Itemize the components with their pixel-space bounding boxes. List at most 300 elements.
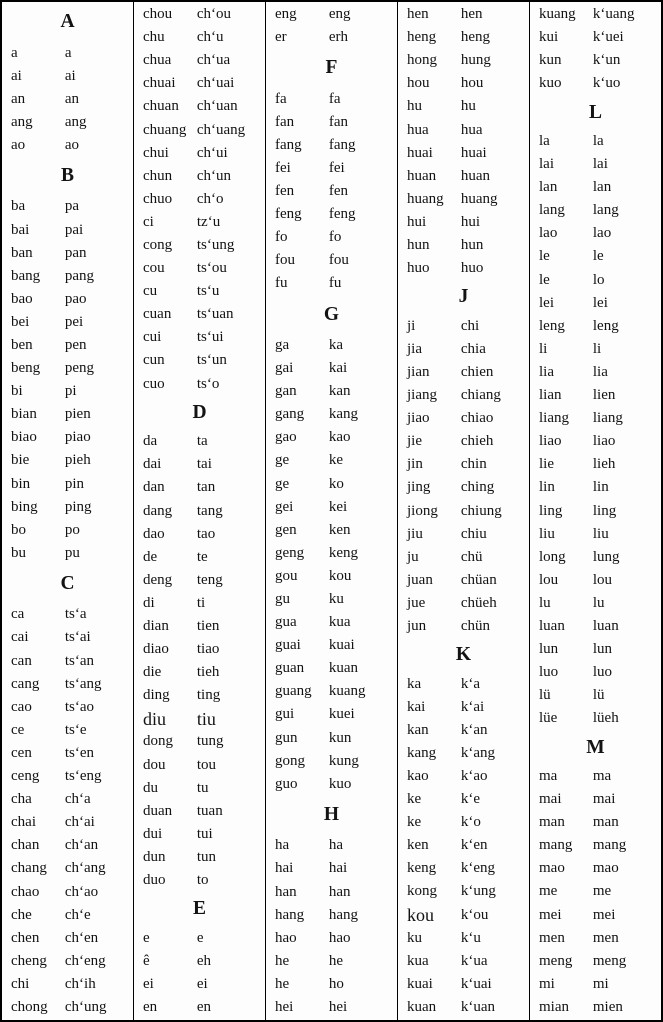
pinyin-cell: lü (539, 687, 551, 704)
wade-giles-cell: hao (328, 929, 351, 946)
pinyin-cell: ba (11, 198, 26, 215)
wade-giles-cell: pen (64, 336, 87, 353)
table-row (134, 973, 265, 996)
table-row (2, 880, 133, 903)
wade-giles-cell: chiu (460, 525, 487, 542)
wade-giles-cell: la (592, 133, 604, 149)
table-row (134, 234, 265, 257)
wade-giles-cell: he (328, 952, 344, 969)
pinyin-cell: hui (407, 213, 427, 230)
wade-giles-cell: tiao (196, 641, 220, 658)
table-row (2, 650, 133, 673)
pinyin-cell: lie (539, 456, 554, 473)
table-row (2, 334, 133, 357)
pinyin-cell: bo (11, 521, 26, 538)
wade-giles-cell: ti (196, 594, 206, 611)
wade-giles-cell: eng (328, 6, 351, 23)
table-row (266, 727, 397, 750)
table-row (2, 134, 133, 157)
pinyin-cell: gua (275, 614, 297, 631)
wade-giles-cell: tang (196, 502, 223, 519)
table-row (530, 292, 661, 315)
table-row (134, 303, 265, 326)
pinyin-cell: jia (407, 340, 422, 357)
wade-giles-cell: ang (64, 113, 87, 130)
pinyin-cell: bang (11, 267, 41, 284)
wade-giles-cell: fo (328, 229, 342, 246)
pinyin-cell: me (539, 883, 558, 900)
wade-giles-cell: ken (328, 521, 351, 538)
table-row (398, 338, 529, 361)
table-row (134, 569, 265, 592)
section-header: M (586, 736, 605, 758)
wade-giles-cell: chün (460, 617, 491, 634)
table-row (398, 165, 529, 188)
table-row (530, 245, 661, 268)
table-row (2, 403, 133, 426)
pinyin-cell: kang (407, 744, 437, 761)
table-row (266, 134, 397, 157)
pinyin-cell: chi (11, 975, 30, 992)
pinyin-cell: geng (275, 544, 305, 561)
pinyin-cell: ji (407, 317, 416, 334)
pinyin-cell: hang (275, 906, 305, 923)
pinyin-cell: han (275, 883, 297, 900)
wade-giles-cell: tou (196, 756, 217, 773)
table-row (134, 26, 265, 49)
table-row (530, 788, 661, 811)
wade-giles-cell: ch‘uai (196, 75, 235, 92)
wade-giles-cell: kun (328, 729, 352, 746)
pinyin-cell: gou (275, 567, 298, 584)
pinyin-cell: kan (407, 721, 429, 738)
table-row (398, 453, 529, 476)
wade-giles-cell: lou (592, 571, 613, 588)
wade-giles-cell: tun (196, 848, 217, 865)
wade-giles-cell: k‘ou (460, 906, 489, 923)
pinyin-cell: jin (407, 456, 423, 473)
section-header: J (458, 286, 469, 308)
table-row (530, 130, 661, 153)
pinyin-cell: ang (11, 113, 33, 130)
table-row (2, 41, 133, 64)
pinyin-cell: fang (275, 136, 302, 153)
table-row (530, 315, 661, 338)
pinyin-cell: gu (275, 591, 290, 608)
wade-giles-cell: k‘an (460, 721, 488, 738)
section-header: F (325, 57, 338, 79)
pinyin-cell: hai (275, 860, 294, 877)
pinyin-cell: chan (11, 837, 40, 854)
pinyin-cell: kong (407, 883, 437, 900)
pinyin-cell: cang (11, 675, 40, 692)
pinyin-cell: ha (275, 837, 290, 854)
table-row (134, 846, 265, 869)
wade-giles-cell: lang (592, 202, 619, 219)
wade-giles-cell: peng (64, 360, 95, 377)
wade-giles-cell: man (592, 814, 619, 831)
pinyin-cell: kui (539, 29, 559, 46)
table-row (266, 357, 397, 380)
wade-giles-cell: ch‘ua (196, 52, 231, 69)
wade-giles-cell: ch‘ui (196, 144, 228, 161)
pinyin-cell: kao (407, 768, 429, 785)
wade-giles-cell: chiao (460, 410, 494, 427)
wade-giles-cell: ka (328, 336, 344, 353)
wade-giles-cell: ts‘ai (64, 629, 91, 646)
pinyin-cell: ben (11, 336, 33, 353)
wade-giles-cell: liao (592, 433, 616, 450)
pinyin-cell: bai (11, 221, 30, 238)
pinyin-cell: kai (407, 698, 426, 715)
pinyin-cell: hou (407, 75, 430, 92)
wade-giles-cell: ch‘u (196, 29, 224, 46)
wade-giles-cell: ch‘uan (196, 98, 238, 115)
table-row (2, 311, 133, 334)
wade-giles-cell: fang (328, 136, 356, 153)
table-row (134, 707, 265, 730)
pinyin-cell: beng (11, 360, 41, 377)
table-row (530, 546, 661, 569)
pinyin-cell: gong (275, 752, 305, 769)
pinyin-cell: chang (11, 860, 47, 877)
pinyin-cell: ju (407, 548, 419, 565)
pinyin-cell: dui (143, 825, 163, 842)
wade-giles-cell: hei (328, 998, 348, 1015)
wade-giles-cell: tung (196, 733, 224, 750)
wade-giles-cell: pei (64, 313, 84, 330)
pinyin-cell: huai (407, 144, 433, 161)
wade-giles-cell: pai (64, 221, 84, 238)
pinyin-cell: ao (11, 136, 26, 153)
wade-giles-cell: ko (328, 475, 344, 492)
pinyin-cell: ei (143, 975, 154, 992)
wade-giles-cell: kung (328, 752, 359, 769)
table-row (2, 857, 133, 880)
table-row (134, 753, 265, 776)
pinyin-cell: deng (143, 571, 173, 588)
wade-giles-cell: le (592, 248, 604, 265)
wade-giles-cell: teng (196, 571, 223, 588)
table-row (2, 111, 133, 134)
pinyin-cell: jing (407, 479, 431, 496)
pinyin-cell: jiong (407, 502, 438, 519)
pinyin-cell: hen (407, 6, 429, 23)
table-row (266, 111, 397, 134)
table-row (530, 476, 661, 499)
table-row (266, 973, 397, 996)
wade-giles-cell: hai (328, 860, 348, 877)
table-row (2, 765, 133, 788)
table-row (2, 88, 133, 111)
table-row (530, 857, 661, 880)
pinyin-cell: diao (143, 641, 169, 658)
wade-giles-cell: chi (460, 317, 480, 334)
wade-giles-cell: chin (460, 456, 487, 473)
table-row (134, 615, 265, 638)
table-row (266, 857, 397, 880)
wade-giles-cell: huan (460, 167, 491, 184)
wade-giles-cell: k‘ung (460, 883, 496, 900)
wade-giles-cell: liu (592, 525, 609, 542)
table-row (530, 592, 661, 615)
wade-giles-cell: mei (592, 906, 616, 923)
wade-giles-cell: chü (460, 548, 483, 565)
pinyin-cell: jian (407, 363, 430, 380)
pinyin-cell: lang (539, 202, 565, 219)
wade-giles-cell: leng (592, 317, 619, 334)
pinyin-cell: can (11, 652, 32, 669)
wade-giles-cell: ke (328, 452, 344, 469)
wade-giles-cell: fen (328, 183, 349, 200)
pinyin-cell: he (275, 975, 290, 992)
wade-giles-cell: kan (328, 383, 351, 400)
table-row (530, 996, 661, 1019)
wade-giles-cell: chüan (460, 571, 497, 588)
wade-giles-cell: ts‘un (196, 352, 227, 369)
table-row (134, 349, 265, 372)
pinyin-cell: luan (539, 617, 565, 634)
table-row (398, 546, 529, 569)
pinyin-cell: chou (143, 6, 173, 23)
pinyin-cell: luo (539, 664, 559, 681)
pinyin-cell: ge (275, 475, 290, 492)
table-row (266, 180, 397, 203)
pinyin-cell: en (143, 998, 158, 1015)
pinyin-cell: kun (539, 52, 562, 69)
table-row (398, 188, 529, 211)
wade-giles-cell: an (64, 90, 80, 107)
wade-giles-cell: mang (592, 837, 627, 854)
table-row (134, 72, 265, 95)
pinyin-cell: di (143, 594, 155, 611)
wade-giles-cell: huang (460, 190, 498, 207)
table-row (134, 546, 265, 569)
wade-giles-cell: e (196, 929, 204, 946)
table-row (2, 519, 133, 542)
pinyin-cell: ai (11, 67, 22, 84)
section-header: G (323, 303, 340, 325)
wade-giles-cell: liang (592, 410, 623, 427)
table-row (530, 880, 661, 903)
pinyin-cell: lei (539, 294, 554, 311)
pinyin-cell: cuan (143, 306, 172, 323)
wade-giles-cell: mi (592, 975, 609, 992)
wade-giles-cell: huai (460, 144, 487, 161)
section-header: D (192, 401, 207, 423)
table-row (134, 142, 265, 165)
pinyin-cell: kuai (407, 975, 433, 992)
wade-giles-cell: feng (328, 206, 356, 223)
table-row (530, 661, 661, 684)
table-row (134, 996, 265, 1019)
pinyin-cell: feng (275, 206, 302, 223)
pinyin-cell: lou (539, 571, 559, 588)
table-row (134, 3, 265, 26)
wade-giles-cell: to (196, 872, 209, 888)
pinyin-cell: fen (275, 183, 295, 200)
table-row (134, 373, 265, 396)
table-row (398, 3, 529, 26)
wade-giles-cell: k‘ang (460, 744, 496, 761)
section-header: A (60, 11, 75, 33)
pinyin-cell: chong (11, 998, 48, 1015)
pinyin-cell: ce (11, 721, 25, 738)
pinyin-cell: du (143, 779, 158, 796)
table-row (266, 473, 397, 496)
table-row (398, 257, 529, 280)
wade-giles-cell: ao (64, 136, 80, 153)
table-row (2, 788, 133, 811)
pinyin-cell: lin (539, 479, 555, 496)
table-row (530, 453, 661, 476)
table-row (2, 496, 133, 519)
table-row (398, 788, 529, 811)
pinyin-cell: fan (275, 113, 295, 130)
pinyin-cell: ga (275, 336, 290, 353)
wade-giles-cell: k‘uai (460, 975, 492, 992)
wade-giles-cell: tiu (196, 708, 216, 729)
table-row (530, 269, 661, 292)
pinyin-cell: cuo (143, 375, 165, 392)
wade-giles-cell: kuo (328, 775, 352, 792)
wade-giles-cell: ts‘o (196, 375, 220, 392)
wade-giles-cell: kuang (328, 683, 366, 700)
table-row (398, 950, 529, 973)
wade-giles-cell: ts‘a (64, 606, 87, 623)
wade-giles-cell: tieh (196, 664, 220, 681)
wade-giles-cell: ha (328, 837, 344, 854)
wade-giles-cell: ping (64, 498, 92, 515)
table-row (266, 334, 397, 357)
table-row (398, 407, 529, 430)
table-row (134, 777, 265, 800)
wade-giles-cell: en (196, 998, 212, 1015)
table-row (530, 765, 661, 788)
table-row (2, 242, 133, 265)
table-row (398, 765, 529, 788)
table-row (398, 811, 529, 834)
wade-giles-cell: k‘e (460, 791, 481, 808)
pinyin-cell: gao (275, 429, 297, 446)
wade-giles-cell: keng (328, 544, 359, 561)
wade-giles-cell: kai (328, 360, 348, 377)
pinyin-cell: fo (275, 229, 288, 246)
table-row (398, 72, 529, 95)
wade-giles-cell: ting (196, 687, 221, 704)
pinyin-cell: fei (275, 159, 291, 176)
wade-giles-cell: tu (196, 779, 209, 796)
table-row (530, 499, 661, 522)
pinyin-cell: hong (407, 52, 437, 69)
wade-giles-cell: ts‘an (64, 652, 95, 669)
table-row (398, 834, 529, 857)
table-row (134, 950, 265, 973)
wade-giles-cell: ai (64, 67, 76, 84)
table-row (398, 234, 529, 257)
wade-giles-cell: mien (592, 998, 623, 1015)
table-row (266, 157, 397, 180)
table-row (398, 904, 529, 927)
wade-giles-cell: me (592, 883, 612, 900)
wade-giles-cell: pang (64, 267, 95, 284)
wade-giles-cell: chiang (460, 387, 501, 404)
table-row (134, 476, 265, 499)
pinyin-cell: e (143, 929, 150, 946)
table-row (530, 430, 661, 453)
pinyin-cell: dong (143, 733, 173, 750)
wade-giles-cell: hung (460, 52, 491, 69)
pinyin-cell: leng (539, 317, 565, 334)
table-row (398, 499, 529, 522)
pinyin-cell: hun (407, 236, 430, 253)
pinyin-cell: bei (11, 313, 30, 330)
pinyin-cell: liang (539, 410, 569, 427)
pinyin-cell: meng (539, 952, 573, 969)
table-row (134, 661, 265, 684)
pinyin-cell: ê (143, 952, 150, 969)
table-row (530, 176, 661, 199)
table-row (398, 996, 529, 1019)
wade-giles-cell: meng (592, 952, 627, 969)
wade-giles-cell: mai (592, 791, 616, 808)
wade-giles-cell: a (64, 44, 72, 61)
pinyin-cell: ke (407, 814, 422, 831)
pinyin-cell: dun (143, 848, 166, 865)
pinyin-cell: kua (407, 952, 429, 969)
table-row (398, 673, 529, 696)
table-row (134, 823, 265, 846)
wade-giles-cell: te (196, 548, 208, 565)
table-row (266, 272, 397, 295)
table-row (266, 927, 397, 950)
pinyin-cell: cong (143, 236, 173, 253)
table-row (266, 403, 397, 426)
pinyin-cell: dian (143, 617, 169, 634)
table-row (530, 384, 661, 407)
pinyin-cell: mi (539, 975, 555, 992)
pinyin-cell: cai (11, 629, 29, 646)
table-row (530, 153, 661, 176)
pinyin-cell: cao (11, 698, 32, 715)
table-column (397, 2, 529, 1020)
table-row (2, 426, 133, 449)
table-row (398, 742, 529, 765)
table-row (398, 973, 529, 996)
table-row (398, 384, 529, 407)
wade-giles-cell: lia (592, 363, 608, 380)
pinyin-cell: chao (11, 883, 40, 900)
wade-giles-cell: ta (196, 433, 208, 450)
table-row (530, 523, 661, 546)
table-row (530, 569, 661, 592)
pinyin-cell: diu (143, 708, 167, 729)
wade-giles-cell: k‘ua (460, 952, 488, 969)
pinyin-cell: dai (143, 456, 162, 473)
pinyin-cell: bu (11, 544, 26, 561)
table-row (266, 904, 397, 927)
wade-giles-cell: hou (460, 75, 484, 92)
section-header: H (323, 804, 340, 826)
pinyin-cell: ke (407, 791, 422, 808)
pinyin-cell: fu (275, 275, 288, 292)
pinyin-cell: gun (275, 729, 298, 746)
wade-giles-cell: lien (592, 387, 616, 404)
pinyin-cell: chuo (143, 190, 173, 207)
table-row (530, 904, 661, 927)
pinyin-cell: gan (275, 383, 297, 400)
section-header: B (60, 165, 74, 187)
